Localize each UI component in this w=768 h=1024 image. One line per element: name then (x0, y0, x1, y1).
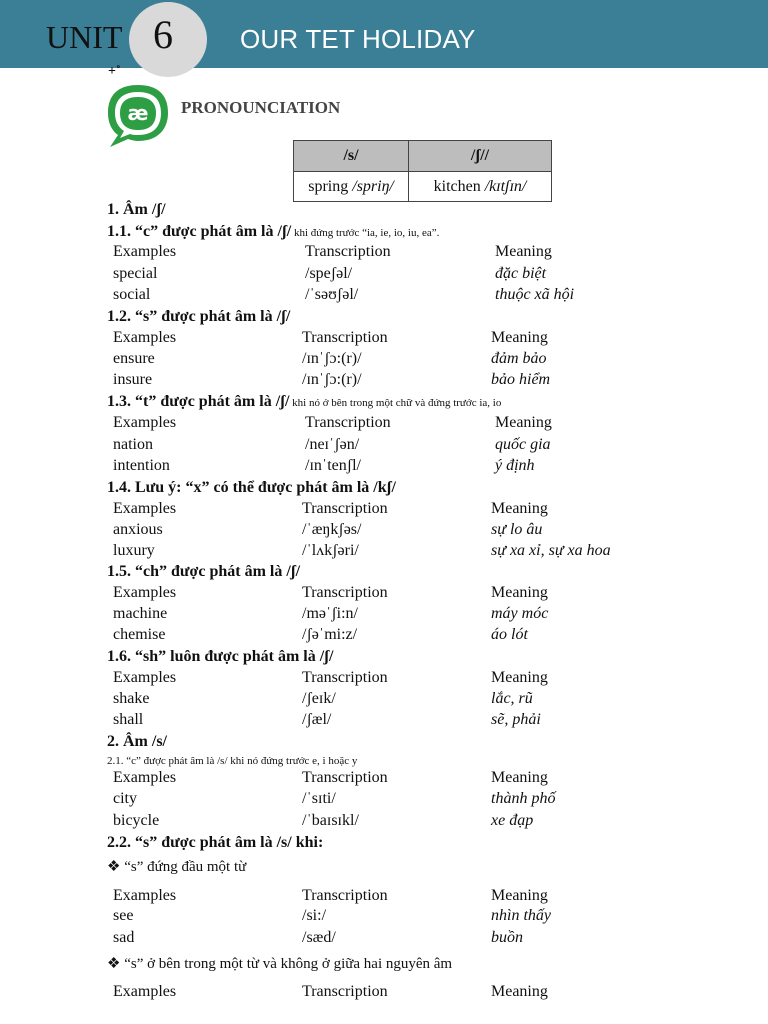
rule-heading: 1.5. “ch” được phát âm là /ʃ/ (107, 563, 301, 580)
column-header-meaning: Meaning (491, 983, 548, 1000)
column-header-meaning: Meaning (495, 414, 552, 431)
example-transcription: /məˈʃi:n/ (302, 605, 358, 622)
example-word: machine (113, 605, 168, 622)
example-word: social (113, 286, 151, 303)
sound-header-s: /s/ (294, 141, 409, 172)
example-transcription: /ˈbaɪsɪkl/ (302, 812, 359, 829)
rule-note: khi đứng trước “ia, ie, io, iu, ea”. (291, 227, 440, 239)
unit-title: OUR TET HOLIDAY (240, 24, 476, 54)
example-meaning: thành phố (491, 790, 556, 807)
column-header-examples: Examples (113, 500, 177, 517)
column-header-transcription: Transcription (302, 669, 388, 686)
example-word: insure (113, 371, 153, 388)
example-transcription: /ˈæŋkʃəs/ (302, 521, 362, 538)
example-meaning: nhìn thấy (491, 907, 551, 924)
example-word: anxious (113, 521, 163, 538)
rule-heading: 1.4. Lưu ý: “x” có thể được phát âm là /kʃ/ (107, 479, 396, 496)
example-meaning: buồn (491, 929, 523, 946)
column-header-transcription: Transcription (302, 769, 388, 786)
rule-heading: 1. Âm /ʃ/ (107, 201, 166, 218)
column-header-transcription: Transcription (302, 584, 388, 601)
column-header-examples: Examples (113, 887, 177, 904)
svg-text:æ: æ (127, 101, 149, 125)
example-transcription: /ˈsəʊʃəl/ (305, 286, 359, 303)
example-word: luxury (113, 542, 155, 559)
plus-icon: +˚ (108, 64, 121, 79)
example-word: intention (113, 457, 170, 474)
example-word: nation (113, 436, 153, 453)
example-word: bicycle (113, 812, 160, 829)
column-header-meaning: Meaning (491, 500, 548, 517)
example-transcription: /ʃeɪk/ (302, 690, 336, 707)
example-meaning: sự lo âu (491, 521, 543, 538)
example-meaning: sự xa xỉ, sự xa hoa (491, 542, 611, 559)
example-word: city (113, 790, 137, 807)
unit-label: UNIT (46, 19, 123, 55)
example-meaning: thuộc xã hội (495, 286, 575, 303)
column-header-meaning: Meaning (491, 329, 548, 346)
column-header-examples: Examples (113, 584, 177, 601)
example-transcription: /ʃəˈmi:z/ (302, 626, 358, 643)
rule-note: khi nó ở bên trong một chữ và đứng trước ia, io (289, 397, 502, 409)
rule-heading: 2.2. “s” được phát âm là /s/ khi: (107, 834, 324, 851)
sound-example-sh: kitchen /kɪtʃɪn/ (409, 172, 552, 202)
example-meaning: sẽ, phải (491, 711, 541, 728)
example-meaning: đảm bảo (491, 350, 547, 367)
column-header-examples: Examples (113, 329, 177, 346)
section-title: PRONOUNCIATION (181, 98, 341, 117)
example-meaning: xe đạp (491, 812, 534, 829)
column-header-examples: Examples (113, 983, 177, 1000)
sound-comparison-table (293, 140, 552, 202)
rule-heading: 1.1. “c” được phát âm là /ʃ/ khi đứng trước “ia, ie, io, iu, ea”. (107, 223, 440, 240)
example-word: chemise (113, 626, 166, 643)
example-transcription: /neɪˈʃən/ (305, 436, 360, 453)
column-header-transcription: Transcription (305, 414, 391, 431)
rule-bullet: ❖ “s” ở bên trong một từ và không ở giữa hai nguyên âm (107, 956, 453, 972)
example-word: special (113, 265, 158, 282)
column-header-examples: Examples (113, 414, 177, 431)
example-meaning: áo lót (491, 626, 528, 643)
example-transcription: /ˈsɪti/ (302, 790, 336, 807)
column-header-examples: Examples (113, 669, 177, 686)
example-transcription: /si:/ (302, 907, 327, 924)
example-meaning: đặc biệt (495, 265, 547, 282)
column-header-transcription: Transcription (302, 500, 388, 517)
example-transcription: /ɪnˈʃɔ:(r)/ (302, 350, 362, 367)
column-header-examples: Examples (113, 769, 177, 786)
sound-example-s: spring /spriŋ/ (294, 172, 409, 202)
column-header-meaning: Meaning (491, 769, 548, 786)
example-word: shake (113, 690, 150, 707)
column-header-transcription: Transcription (302, 983, 388, 1000)
example-word: ensure (113, 350, 155, 367)
example-transcription: /ˈlʌkʃəri/ (302, 542, 359, 559)
example-word: shall (113, 711, 144, 728)
example-transcription: /ʃæl/ (302, 711, 332, 728)
ae-speech-bubble-icon (104, 83, 172, 149)
rule-subnote: 2.1. “c” được phát âm là /s/ khi nó đứng trước e, i hoặc y (107, 755, 358, 767)
example-word: see (113, 907, 134, 924)
column-header-transcription: Transcription (302, 329, 388, 346)
rule-bullet: ❖ “s” đứng đầu một từ (107, 859, 247, 875)
example-meaning: lắc, rũ (491, 690, 533, 707)
column-header-transcription: Transcription (305, 243, 391, 260)
rule-heading: 1.6. “sh” luôn được phát âm là /ʃ/ (107, 648, 334, 665)
rule-heading: 2. Âm /s/ (107, 733, 167, 750)
rule-heading: 1.3. “t” được phát âm là /ʃ/ khi nó ở bên trong một chữ và đứng trước ia, io (107, 393, 502, 410)
example-transcription: /ɪnˈʃɔ:(r)/ (302, 371, 362, 388)
column-header-meaning: Meaning (491, 887, 548, 904)
column-header-meaning: Meaning (491, 584, 548, 601)
unit-number: 6 (153, 12, 173, 57)
column-header-transcription: Transcription (302, 887, 388, 904)
column-header-examples: Examples (113, 243, 177, 260)
example-meaning: bảo hiểm (491, 371, 551, 388)
example-meaning: máy móc (491, 605, 549, 622)
sound-header-sh: /ʃ// (409, 141, 552, 172)
column-header-meaning: Meaning (491, 669, 548, 686)
example-meaning: ý định (495, 457, 535, 474)
example-transcription: /ɪnˈtenʃl/ (305, 457, 361, 474)
rule-heading: 1.2. “s” được phát âm là /ʃ/ (107, 308, 291, 325)
column-header-meaning: Meaning (495, 243, 552, 260)
example-transcription: /speʃəl/ (305, 265, 353, 282)
example-transcription: /sæd/ (302, 929, 336, 946)
example-word: sad (113, 929, 135, 946)
example-meaning: quốc gia (495, 436, 551, 453)
